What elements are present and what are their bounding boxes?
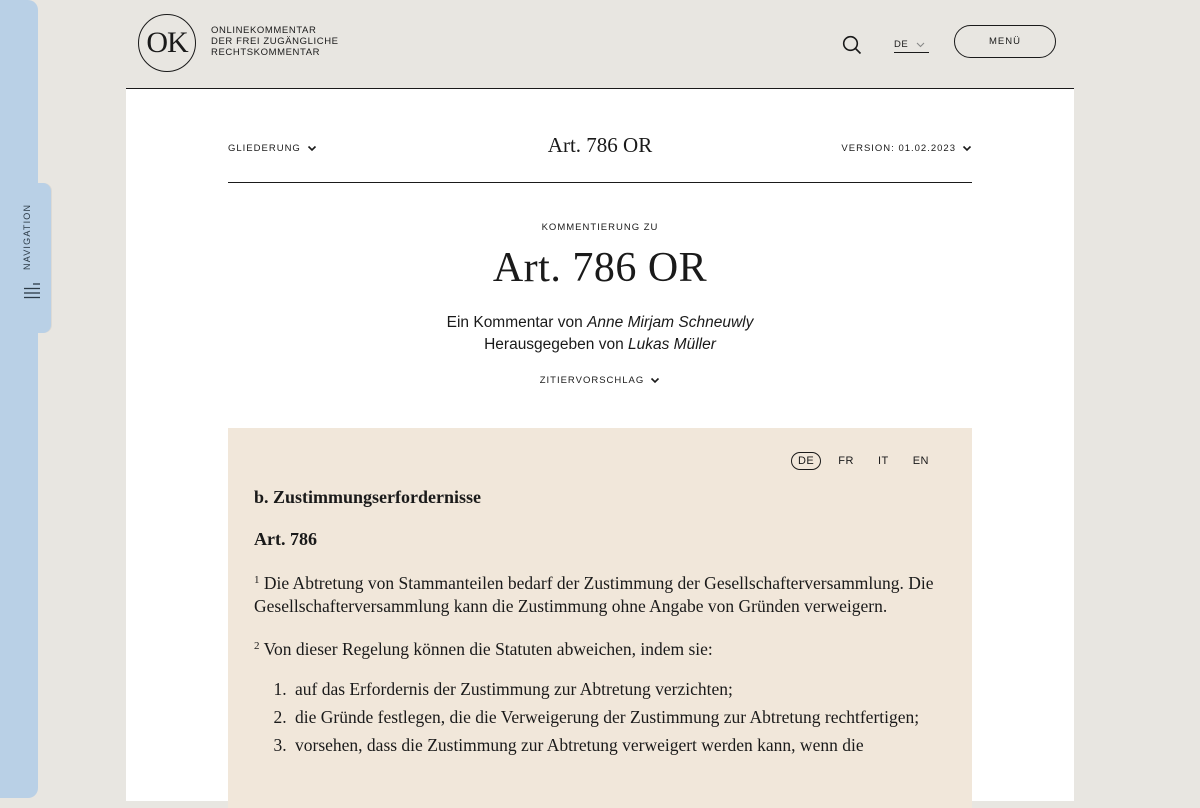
content-panel [126,88,1074,801]
law-language-tabs [791,452,936,470]
chevron-down-icon [962,145,972,152]
author-line [126,312,1074,334]
byline [126,312,1074,356]
list-item: 3. vorsehen, dass die Zustimmung zur Abtretung verweigert werden kann, wenn die [291,734,954,757]
editor-line [126,334,1074,356]
language-select[interactable] [894,37,929,53]
law-language-tab-en[interactable]: EN [912,455,929,467]
paragraph-text: Die Abtretung von Stammanteilen bedarf der Zustimmung der Gesellschafterversammlung. Die Gesellschafterversammlung kann die Zustimmung ohne Angabe von Gründen verweigern. [254,573,934,616]
paragraph-number: 1 [254,574,260,586]
commentary-kicker: KOMMENTIERUNG ZU [541,222,659,233]
law-language-tab-it[interactable]: IT [877,455,889,467]
author-name[interactable]: Anne Mirjam Schneuwly [587,314,754,331]
paragraph-number: 2 [254,640,260,652]
editor-prefix: Herausgegeben von [484,336,624,353]
logo-line: RECHTSKOMMENTAR [211,47,321,58]
navigation-rail [0,0,38,798]
language-select-value: DE [894,39,909,50]
citation-label: ZITIERVORSCHLAG [539,375,645,386]
page-title: Art. 786 OR [492,245,708,291]
logo-line: ONLINEKOMMENTAR [211,25,317,36]
law-text-box [228,428,972,808]
law-article-number: Art. 786 [254,529,317,549]
toolbar-title: Art. 786 OR [547,133,653,157]
law-content [254,486,954,762]
logo-mark: OK [146,26,188,59]
law-list [254,678,954,757]
law-section-heading: b. Zustimmungserfordernisse [254,487,482,507]
menu-button[interactable]: MENÜ [954,25,1056,58]
navigation-label: NAVIGATION [22,203,32,270]
paragraph-text: Von dieser Regelung können die Statuten abweichen, indem sie: [263,639,713,659]
chevron-down-icon [916,42,925,48]
law-paragraph [254,569,954,618]
logo-line: DER FREI ZUGÄNGLICHE [211,36,339,47]
list-item: 2. die Gründe festlegen, die die Verweigerung der Zustimmung zur Abtretung rechtfertigen; [291,706,954,729]
outline-label: GLIEDERUNG [228,143,301,154]
citation-toggle-row [126,375,1074,386]
author-prefix: Ein Kommentar von [446,314,583,331]
list-item: 1. auf das Erfordernis der Zustimmung zur Abtretung verzichten; [291,678,954,701]
logo[interactable] [138,14,196,72]
version-label: VERSION: 01.02.2023 [841,143,956,154]
logo-tagline [211,25,339,58]
editor-name[interactable]: Lukas Müller [628,336,716,353]
law-language-tab-fr[interactable]: FR [838,455,854,467]
citation-toggle[interactable] [540,375,661,386]
law-language-tab-de[interactable]: DE [791,452,821,470]
chevron-down-icon [650,377,660,384]
article-toolbar [228,125,972,183]
law-paragraph [254,635,954,661]
search-icon[interactable] [841,34,863,56]
hamburger-icon[interactable] [23,283,41,301]
version-dropdown[interactable] [841,143,972,154]
